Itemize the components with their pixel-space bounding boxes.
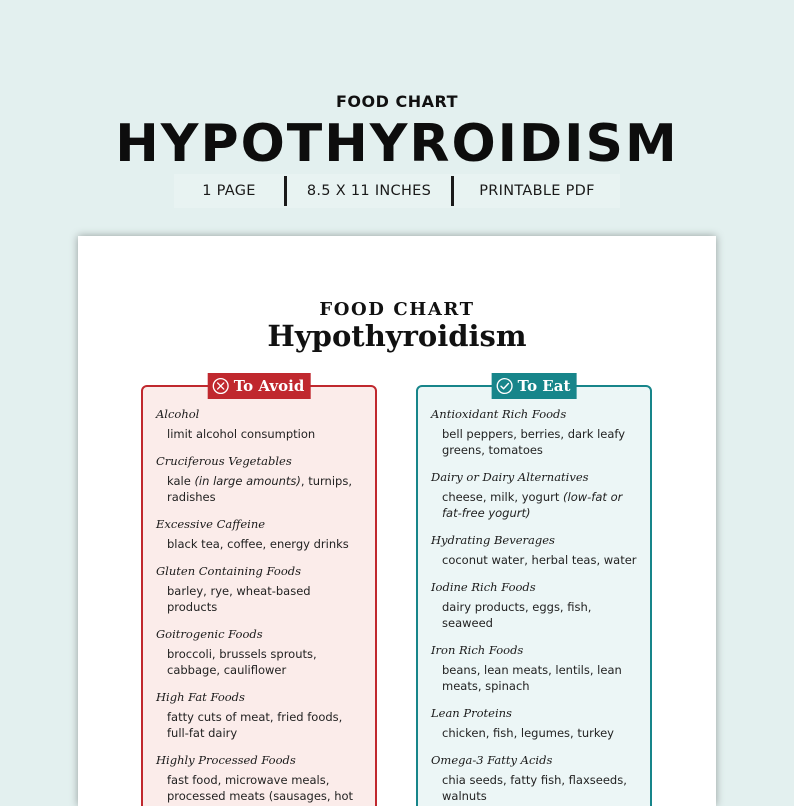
food-examples: chia seeds, fatty fish, flaxseeds, walnuts <box>442 773 627 803</box>
food-category: Cruciferous Vegetables <box>156 454 292 468</box>
food-item <box>431 407 638 458</box>
food-examples: kale (in large amounts), turnips, radishes <box>167 474 352 504</box>
avoid-tag <box>208 373 311 399</box>
food-item <box>431 533 638 568</box>
hero-subtitle: FOOD CHART <box>335 92 458 111</box>
sheet-title: Hypothyroidism <box>267 319 527 353</box>
food-category: Goitrogenic Foods <box>156 627 263 641</box>
food-examples: chicken, fish, legumes, turkey <box>442 726 614 740</box>
avoid-items <box>156 407 363 806</box>
food-category: High Fat Foods <box>156 690 245 704</box>
food-item <box>431 706 638 741</box>
food-examples: coconut water, herbal teas, water <box>442 553 637 567</box>
food-examples: barley, rye, wheat-based products <box>167 584 311 614</box>
food-item <box>156 407 363 442</box>
food-item <box>156 454 363 505</box>
food-examples: bell peppers, berries, dark leafy greens, tomatoes <box>442 427 626 457</box>
food-examples: fast food, microwave meals, processed meats (sausages, hot <box>167 773 354 803</box>
food-item <box>156 517 363 552</box>
food-note: (low-fat or fat-free yogurt) <box>442 490 623 520</box>
food-item <box>156 564 363 615</box>
food-item <box>431 753 638 804</box>
hero-title: HYPOTHYROIDISM <box>115 114 679 174</box>
food-category: Iron Rich Foods <box>431 643 524 657</box>
food-category: Dairy or Dairy Alternatives <box>431 470 589 484</box>
food-item <box>431 580 638 631</box>
food-examples: dairy products, eggs, fish, seaweed <box>442 600 592 630</box>
food-category: Alcohol <box>156 407 200 421</box>
food-item <box>431 643 638 694</box>
info-bar <box>174 174 620 208</box>
food-category: Omega-3 Fatty Acids <box>431 753 553 767</box>
food-examples: fatty cuts of meat, fried foods, full-fat dairy <box>167 710 343 740</box>
food-category: Lean Proteins <box>431 706 512 720</box>
sheet-subtitle: FOOD CHART <box>319 299 475 320</box>
food-examples: cheese, milk, yogurt (low-fat or fat-free yogurt) <box>442 490 623 520</box>
food-chart-sheet <box>78 236 716 806</box>
food-item <box>156 690 363 741</box>
avoid-label: To Avoid <box>233 377 305 395</box>
check-circle-icon <box>496 377 514 395</box>
eat-panel <box>416 377 652 806</box>
food-category: Highly Processed Foods <box>156 753 296 767</box>
food-category: Antioxidant Rich Foods <box>431 407 567 421</box>
food-category: Gluten Containing Foods <box>156 564 302 578</box>
food-examples: limit alcohol consumption <box>167 427 316 441</box>
eat-label: To Eat <box>517 377 571 395</box>
food-item <box>156 627 363 678</box>
x-circle-icon <box>212 377 230 395</box>
food-category: Hydrating Beverages <box>431 533 555 547</box>
food-category: Iodine Rich Foods <box>431 580 536 594</box>
info-format: PRINTABLE PDF <box>479 183 595 199</box>
avoid-panel <box>141 377 377 806</box>
food-category: Excessive Caffeine <box>156 517 266 531</box>
info-size: 8.5 X 11 INCHES <box>306 183 432 199</box>
eat-items <box>431 407 638 806</box>
food-examples: beans, lean meats, lentils, lean meats, spinach <box>442 663 622 693</box>
food-examples: black tea, coffee, energy drinks <box>167 537 349 551</box>
food-item <box>431 470 638 521</box>
food-item <box>156 753 363 804</box>
eat-tag <box>492 373 577 399</box>
info-pages: 1 PAGE <box>202 183 256 199</box>
food-examples: broccoli, brussels sprouts, cabbage, cauliflower <box>167 647 317 677</box>
food-note: (in large amounts) <box>194 474 301 488</box>
